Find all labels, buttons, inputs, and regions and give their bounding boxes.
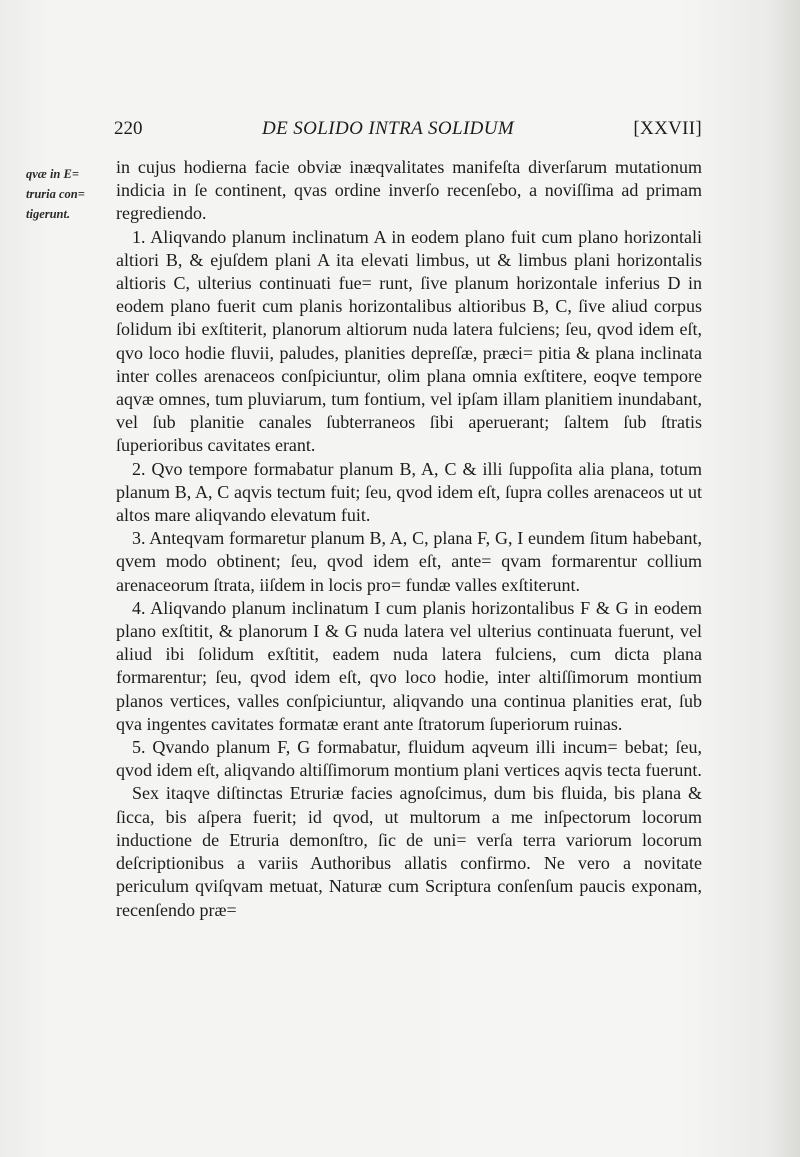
marginal-note-line: tigerunt. (26, 207, 71, 221)
running-title: DE SOLIDO INTRA SOLIDUM (262, 118, 515, 139)
running-header (114, 118, 702, 146)
body-text (116, 156, 702, 922)
paragraph-3: 3. Anteqvam formaretur planum B, A, C, plana F, G, I eundem ſitum habebant, qvem modo obtinent; ſeu, qvod idem eſt, ante= qvam formarentur collium arenaceorum ſtrata, iiſdem in locis pro= fundæ valles exſtiterunt. (116, 528, 702, 595)
paragraph-5: 5. Qvando planum F, G formabatur, fluidum aqveum illi incum= bebat; ſeu, qvod idem eſt, aliqvando altiſſimorum montium plani vertices aqvis tecta fuerunt. (116, 737, 702, 781)
paragraph-1: 1. Aliqvando planum inclinatum A in eodem plano fuit cum plano horizontali altiori B, & ejuſdem plani A ita elevati limbus, ut & limbus plani horizontalis altioris C, ulterius continuati fue= runt, ſive planum horizontale inferius D in eodem plano fuerit cum planis horizontalibus altioribus B, C, ſive aliud corpus ſolidum ibi exſtiterit, planorum altiorum nuda latera fulciens; ſeu, qvod idem eſt, qvo loco hodie fluvii, paludes, planities depreſſæ, præci= pitia & plana inclinata inter colles arenaceos conſpiciuntur, olim plana omnia exſtitere, eoqve tempore aqvæ omnes, tum pluviarum, tum fontium, vel ipſam illam planitiem inundabant, vel ſub planitie canales ſubterraneos ſibi aperuerant; ſaltem ſub ſtratis ſuperioribus cavitates erant. (116, 226, 702, 456)
marginal-note-line: truria con= (26, 187, 85, 201)
paragraph-summary: Sex itaqve diſtinctas Etruriæ facies agnoſcimus, dum bis fluida, bis plana & ſicca, bis aſpera fuerit; id qvod, ut multorum a me inſpectorum locorum inductione de Etruria demonſtro, ſic de uni= verſa terra variorum locorum deſcriptionibus a variis Authoribus allatis confirmo. Ne vero a novitate periculum qviſqvam metuat, Naturæ cum Scriptura conſenſum paucis exponam, recenſendo præ= (116, 783, 702, 920)
paragraph-4: 4. Aliqvando planum inclinatum I cum planis horizontalibus F & G in eodem plano exſtitit, & planorum I & G nuda latera vel ulterius continuata fuerunt, vel aliud ibi ſolidum exſtitit, eadem nuda latera fulciens, cum dicta plana formarentur; ſeu, qvod idem eſt, qvo loco hodie, inter altiſſimorum montium planos vertices, valles conſpiciuntur, aliqvando una continua planities erat, ſub qva ingentes cavitates formatæ erant ante ſtratorum ſuperiorum ruinas. (116, 597, 702, 734)
section-number: [XXVII] (633, 118, 702, 139)
marginal-note (26, 164, 106, 224)
marginal-note-line: qvæ in E= (26, 167, 79, 181)
paragraph-continuation: in cujus hodierna facie obviæ inæqvalitates manifeſta diverſarum mutationum indicia in ſe continent, qvas ordine inverſo recenſebo, a noviſſima ad primam regrediendo. (116, 157, 702, 224)
paragraph-2: 2. Qvo tempore formabatur planum B, A, C & illi ſuppoſita alia plana, totum planum B, A, C aqvis tectum fuit; ſeu, qvod idem eſt, ſupra colles arenaceos ut ut altos mare aliqvando elevatum fuit. (116, 458, 702, 526)
page-number: 220 (114, 118, 143, 139)
